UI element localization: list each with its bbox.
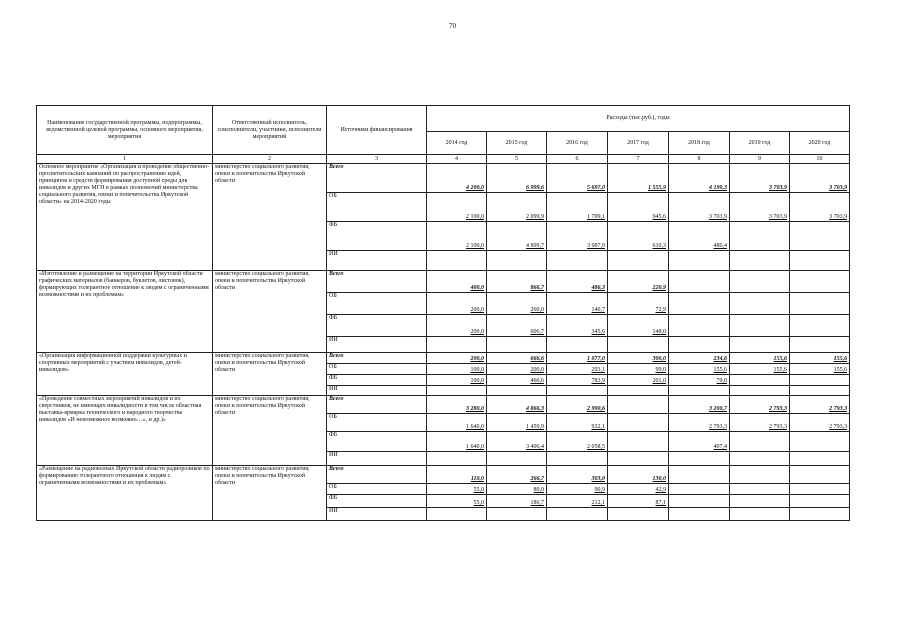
amount-value: 2 793,3 — [829, 424, 848, 430]
amount-cell — [730, 484, 790, 495]
amount-cell — [487, 193, 547, 222]
amount-cell — [730, 222, 790, 251]
amount-cell — [730, 193, 790, 222]
amount-cell — [487, 386, 547, 396]
amount-value: 100,0 — [470, 378, 484, 384]
amount-value: 783,9 — [591, 378, 605, 384]
amount-cell — [669, 396, 730, 414]
header-executor: Ответственный исполнитель, соисполнители, участники, исполнители мероприятий — [213, 106, 327, 155]
amount-value: 3 280,0 — [466, 406, 484, 412]
budget-table — [36, 105, 850, 521]
amount-cell — [608, 337, 669, 353]
amount-value: 4 899,7 — [526, 243, 544, 249]
header-name: Наименование государственной программы, подпрограммы, ведомственной целевой программы, основного мероприятия, мероприятия — [37, 106, 213, 155]
activity-name: Основное мероприятие «Организация и проведение общественно-просветительских кампаний по распространению идей, принципов и средств формирования доступной среды для инвалидов и других МГН в рамках полномочий министерства социального развития, опеки и попечительства Иркутской области» на 2014-2020 годы — [37, 164, 213, 271]
amount-cell — [790, 353, 850, 364]
amount-value: 300,0 — [652, 356, 666, 362]
amount-cell — [487, 432, 547, 452]
amount-value: 2 058,5 — [587, 444, 605, 450]
amount-value: 155,6 — [833, 356, 848, 362]
amount-cell — [427, 495, 487, 508]
amount-cell — [547, 337, 608, 353]
amount-value: 345,6 — [591, 329, 605, 335]
funding-source: Всего — [327, 353, 427, 364]
header-year: 2018 год — [669, 132, 730, 155]
amount-cell — [547, 164, 608, 193]
amount-cell — [608, 386, 669, 396]
column-number: 9 — [730, 155, 790, 164]
amount-cell — [669, 251, 730, 271]
amount-cell — [790, 375, 850, 386]
amount-value: 3 987,9 — [587, 243, 605, 249]
amount-value: 234,6 — [713, 356, 727, 362]
amount-cell — [608, 484, 669, 495]
activity-name: «Организация информационной поддержки культурных и спортивных мероприятий с участием инвалидов, детей-инвалидов» — [37, 353, 213, 396]
amount-cell — [730, 364, 790, 375]
activity-name: «Проведение совместных мероприятий инвалидов и их сверстников, не имеющих инвалидности в том числе областная выставка-ярмарка технического и народного творчества инвалидов «И невозможное возможно…», и др.)» — [37, 396, 213, 466]
amount-value: 2 099,9 — [526, 214, 544, 220]
amount-value: 610,3 — [652, 243, 666, 249]
amount-cell — [547, 432, 608, 452]
column-number: 4 — [427, 155, 487, 164]
column-number: 5 — [487, 155, 547, 164]
funding-source: ОБ — [327, 364, 427, 375]
amount-cell — [790, 315, 850, 337]
amount-cell — [669, 164, 730, 193]
amount-cell — [669, 432, 730, 452]
amount-cell — [608, 164, 669, 193]
amount-cell — [730, 386, 790, 396]
amount-value: 4 200,0 — [466, 185, 484, 191]
amount-value: 1 077,0 — [587, 356, 605, 362]
funding-source: Всего — [327, 271, 427, 293]
funding-source: ИИ — [327, 508, 427, 521]
amount-value: 3 703,9 — [829, 214, 848, 220]
funding-source: Всего — [327, 466, 427, 484]
amount-cell — [427, 222, 487, 251]
funding-source: ФБ — [327, 315, 427, 337]
column-number: 10 — [790, 155, 850, 164]
table-row — [37, 466, 850, 484]
activity-executor: министерство социального развития, опеки и попечительства Иркутской области — [213, 353, 327, 396]
amount-cell — [790, 484, 850, 495]
amount-cell — [790, 293, 850, 315]
funding-source: ОБ — [327, 193, 427, 222]
amount-cell — [547, 508, 608, 521]
amount-cell — [669, 484, 730, 495]
amount-cell — [487, 353, 547, 364]
amount-value: 260,0 — [530, 307, 544, 313]
header-expenses: Расходы (тыс.руб.), годы — [427, 106, 850, 132]
amount-value: 5 697,0 — [587, 185, 605, 191]
amount-cell — [427, 484, 487, 495]
amount-value: 3 703,9 — [829, 185, 848, 191]
amount-cell — [547, 222, 608, 251]
amount-value: 3 703,9 — [709, 214, 727, 220]
amount-value: 293,1 — [591, 367, 605, 373]
activity-name: «Изготовление и размещение на территории Иркутской области графических материалов (баннеров, буклетов, листовок), формирующих толерантное отношение к людям с ограниченными возможностями и их проблемам» — [37, 271, 213, 353]
amount-value: 200,0 — [530, 367, 544, 373]
amount-cell — [730, 251, 790, 271]
amount-value: 1 555,9 — [648, 185, 666, 191]
amount-cell — [790, 222, 850, 251]
amount-cell — [547, 495, 608, 508]
column-number: 1 — [37, 155, 213, 164]
amount-value: 2 793,3 — [769, 406, 787, 412]
amount-cell — [730, 271, 790, 293]
header-year: 2019 год — [730, 132, 790, 155]
amount-cell — [427, 293, 487, 315]
amount-value: 155,6 — [773, 356, 787, 362]
amount-cell — [487, 484, 547, 495]
amount-cell — [547, 293, 608, 315]
amount-value: 130,0 — [652, 476, 666, 482]
amount-cell — [427, 315, 487, 337]
amount-cell — [427, 353, 487, 364]
column-number: 7 — [608, 155, 669, 164]
amount-cell — [608, 375, 669, 386]
amount-cell — [669, 386, 730, 396]
amount-cell — [790, 364, 850, 375]
amount-cell — [547, 271, 608, 293]
amount-cell — [669, 271, 730, 293]
amount-cell — [669, 353, 730, 364]
amount-cell — [730, 466, 790, 484]
header-year: 2015 год — [487, 132, 547, 155]
activity-executor: министерство социального развития, опеки и попечительства Иркутской области — [213, 466, 327, 521]
funding-source: ИИ — [327, 386, 427, 396]
amount-value: 2 990,6 — [587, 406, 605, 412]
amount-value: 866,7 — [530, 285, 544, 291]
amount-cell — [790, 495, 850, 508]
amount-value: 2 793,3 — [709, 424, 727, 430]
amount-cell — [427, 508, 487, 521]
funding-source: ФБ — [327, 495, 427, 508]
amount-cell — [608, 222, 669, 251]
amount-cell — [790, 508, 850, 521]
amount-cell — [608, 193, 669, 222]
amount-cell — [547, 466, 608, 484]
amount-cell — [730, 353, 790, 364]
amount-cell — [790, 251, 850, 271]
amount-value: 140,7 — [591, 307, 605, 313]
funding-source: ОБ — [327, 293, 427, 315]
amount-cell — [730, 293, 790, 315]
table-row — [37, 164, 850, 193]
amount-value: 2 793,3 — [769, 424, 787, 430]
amount-cell — [427, 466, 487, 484]
amount-cell — [790, 193, 850, 222]
activity-executor: министерство социального развития, опеки и попечительства Иркутской области — [213, 164, 327, 271]
amount-cell — [608, 271, 669, 293]
amount-cell — [427, 337, 487, 353]
amount-value: 1 459,9 — [526, 424, 544, 430]
amount-cell — [790, 337, 850, 353]
column-number: 8 — [669, 155, 730, 164]
amount-cell — [608, 432, 669, 452]
amount-value: 212,1 — [591, 500, 605, 506]
amount-cell — [790, 271, 850, 293]
amount-value: 666,6 — [530, 356, 544, 362]
amount-cell — [427, 271, 487, 293]
amount-value: 186,7 — [530, 500, 544, 506]
funding-source: ОБ — [327, 484, 427, 495]
amount-value: 3 406,4 — [526, 444, 544, 450]
amount-cell — [730, 452, 790, 466]
amount-value: 932,1 — [591, 424, 605, 430]
amount-cell — [730, 495, 790, 508]
amount-cell — [487, 364, 547, 375]
amount-cell — [487, 495, 547, 508]
amount-cell — [427, 414, 487, 432]
funding-source: ФБ — [327, 432, 427, 452]
amount-cell — [669, 293, 730, 315]
amount-cell — [427, 452, 487, 466]
amount-value: 201,0 — [652, 378, 666, 384]
amount-cell — [669, 337, 730, 353]
amount-value: 3 200,7 — [709, 406, 727, 412]
amount-value: 220,9 — [652, 285, 666, 291]
amount-cell — [547, 396, 608, 414]
amount-cell — [427, 396, 487, 414]
amount-value: 1 640,0 — [466, 424, 484, 430]
amount-value: 303,0 — [591, 476, 605, 482]
amount-value: 466,6 — [530, 378, 544, 384]
amount-cell — [547, 386, 608, 396]
amount-cell — [427, 364, 487, 375]
amount-cell — [547, 364, 608, 375]
amount-cell — [547, 452, 608, 466]
amount-cell — [487, 222, 547, 251]
amount-value: 606,7 — [530, 329, 544, 335]
funding-source: ОБ — [327, 414, 427, 432]
amount-cell — [669, 315, 730, 337]
amount-value: 55,0 — [473, 487, 484, 493]
amount-value: 42,9 — [655, 487, 666, 493]
amount-cell — [730, 375, 790, 386]
amount-cell — [608, 293, 669, 315]
amount-cell — [608, 353, 669, 364]
amount-value: 155,6 — [833, 367, 848, 373]
amount-cell — [427, 386, 487, 396]
amount-cell — [669, 193, 730, 222]
amount-value: 148,0 — [652, 329, 666, 335]
column-number: 2 — [213, 155, 327, 164]
amount-value: 3 703,9 — [769, 214, 787, 220]
amount-cell — [669, 452, 730, 466]
amount-cell — [608, 452, 669, 466]
header-sources: Источники финансирования — [327, 106, 427, 155]
amount-value: 1 640,0 — [466, 444, 484, 450]
amount-cell — [790, 452, 850, 466]
header-year: 2016 год — [547, 132, 608, 155]
amount-cell — [547, 375, 608, 386]
amount-value: 200,0 — [470, 307, 484, 313]
amount-value: 80,0 — [533, 487, 544, 493]
amount-value: 99,0 — [655, 367, 666, 373]
amount-value: 155,6 — [713, 367, 727, 373]
header-year: 2020 год — [790, 132, 850, 155]
amount-cell — [790, 432, 850, 452]
column-number: 6 — [547, 155, 608, 164]
amount-cell — [669, 375, 730, 386]
table-row — [37, 271, 850, 293]
amount-value: 3 703,9 — [769, 185, 787, 191]
amount-value: 200,0 — [470, 356, 484, 362]
funding-source: Всего — [327, 396, 427, 414]
amount-cell — [487, 315, 547, 337]
amount-cell — [669, 466, 730, 484]
amount-cell — [669, 508, 730, 521]
amount-cell — [669, 222, 730, 251]
amount-value: 486,4 — [713, 243, 727, 249]
amount-cell — [608, 364, 669, 375]
amount-cell — [487, 375, 547, 386]
amount-cell — [608, 315, 669, 337]
amount-cell — [427, 251, 487, 271]
amount-cell — [669, 495, 730, 508]
amount-cell — [487, 164, 547, 193]
amount-cell — [608, 251, 669, 271]
amount-cell — [790, 164, 850, 193]
amount-cell — [547, 353, 608, 364]
amount-value: 266,7 — [530, 476, 544, 482]
amount-value: 1 709,1 — [587, 214, 605, 220]
amount-cell — [487, 452, 547, 466]
amount-cell — [730, 315, 790, 337]
amount-cell — [669, 414, 730, 432]
amount-value: 87,1 — [655, 500, 666, 506]
amount-value: 4 866,3 — [526, 406, 544, 412]
amount-cell — [547, 414, 608, 432]
amount-cell — [790, 466, 850, 484]
amount-value: 155,6 — [773, 367, 787, 373]
amount-cell — [608, 414, 669, 432]
amount-cell — [547, 484, 608, 495]
amount-cell — [487, 293, 547, 315]
amount-value: 2 100,0 — [466, 214, 484, 220]
amount-value: 79,0 — [716, 378, 727, 384]
funding-source: ИИ — [327, 452, 427, 466]
amount-value: 90,9 — [594, 487, 605, 493]
amount-cell — [487, 508, 547, 521]
amount-value: 100,0 — [470, 367, 484, 373]
amount-value: 2 100,0 — [466, 243, 484, 249]
amount-cell — [487, 251, 547, 271]
amount-cell — [790, 386, 850, 396]
amount-cell — [427, 375, 487, 386]
amount-cell — [547, 251, 608, 271]
amount-cell — [427, 432, 487, 452]
amount-cell — [730, 508, 790, 521]
amount-cell — [730, 337, 790, 353]
amount-value: 945,6 — [652, 214, 666, 220]
activity-executor: министерство социального развития, опеки и попечительства Иркутской области — [213, 271, 327, 353]
amount-cell — [608, 396, 669, 414]
amount-cell — [487, 396, 547, 414]
amount-cell — [730, 432, 790, 452]
amount-value: 72,9 — [655, 307, 666, 313]
amount-value: 400,0 — [470, 285, 484, 291]
amount-cell — [547, 193, 608, 222]
funding-source: ИИ — [327, 337, 427, 353]
amount-value: 486,3 — [591, 285, 605, 291]
amount-cell — [608, 508, 669, 521]
amount-value: 55,0 — [473, 500, 484, 506]
amount-value: 407,4 — [713, 444, 727, 450]
amount-cell — [487, 271, 547, 293]
funding-source: ФБ — [327, 375, 427, 386]
funding-source: Всего — [327, 164, 427, 193]
amount-cell — [608, 495, 669, 508]
amount-value: 110,0 — [470, 476, 484, 482]
amount-cell — [669, 364, 730, 375]
amount-cell — [790, 396, 850, 414]
amount-cell — [427, 164, 487, 193]
amount-cell — [730, 164, 790, 193]
amount-value: 2 793,3 — [829, 406, 848, 412]
column-number: 3 — [327, 155, 427, 164]
activity-executor: министерство социального развития, опеки и попечительства Иркутской области — [213, 396, 327, 466]
amount-cell — [547, 315, 608, 337]
amount-cell — [730, 396, 790, 414]
header-year: 2014 год — [427, 132, 487, 155]
page-number: 70 — [449, 22, 456, 30]
funding-source: ИИ — [327, 251, 427, 271]
amount-cell — [487, 337, 547, 353]
table-row — [37, 396, 850, 414]
amount-value: 6 999,6 — [526, 185, 544, 191]
amount-cell — [608, 466, 669, 484]
amount-cell — [487, 414, 547, 432]
table-row — [37, 353, 850, 364]
header-year: 2017 год — [608, 132, 669, 155]
activity-name: «Размещение на радиоволнах Иркутской области радиороликов по формированию толерантного отношения к людям с ограниченными возможностями и их проблемам» — [37, 466, 213, 521]
amount-cell — [427, 193, 487, 222]
amount-cell — [790, 414, 850, 432]
amount-value: 4 190,3 — [709, 185, 727, 191]
amount-cell — [487, 466, 547, 484]
amount-cell — [730, 414, 790, 432]
amount-value: 200,0 — [470, 329, 484, 335]
funding-source: ФБ — [327, 222, 427, 251]
